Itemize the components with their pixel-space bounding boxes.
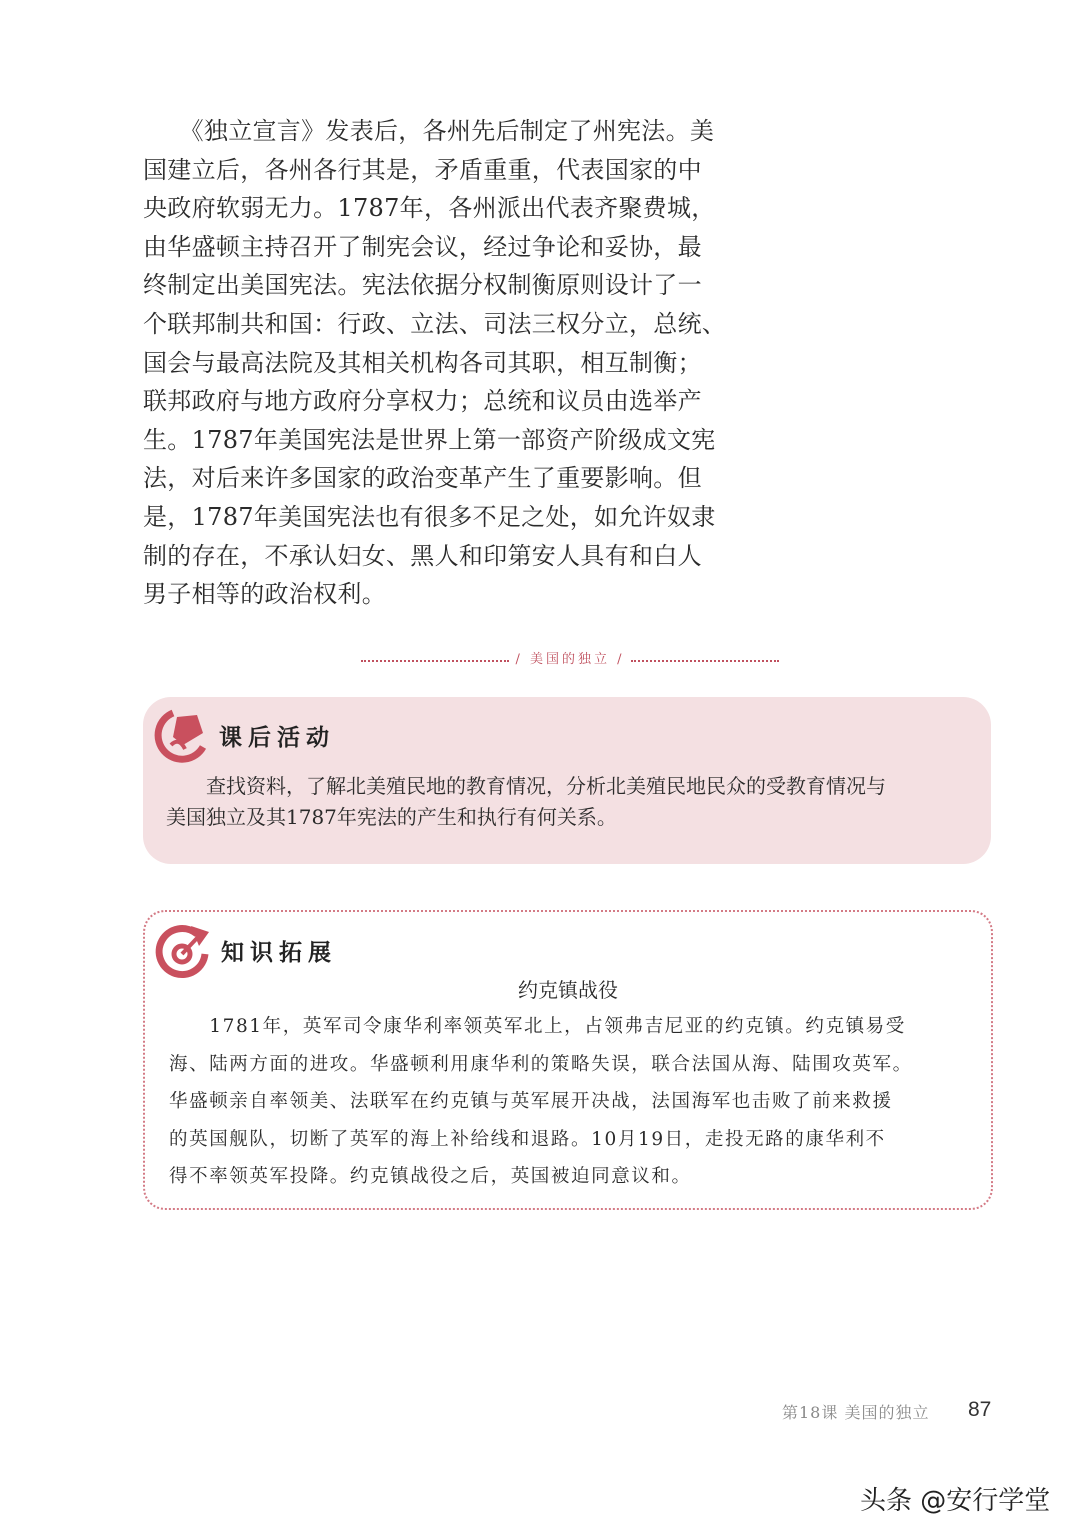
text-line: 的英国舰队，切断了英军的海上补给线和退路。10月19日，走投无路的康华利不 <box>169 1128 886 1150</box>
divider-dots <box>361 654 509 662</box>
text-line: 央政府软弱无力。1787年，各州派出代表齐聚费城， <box>143 194 716 223</box>
text-line: 是，1787年美国宪法也有很多不足之处，如允许奴隶 <box>143 502 716 531</box>
text-line: 国建立后，各州各行其是，矛盾重重，代表国家的中 <box>143 155 702 184</box>
text-line: 制的存在，不承认妇女、黑人和印第安人具有和白人 <box>143 541 702 570</box>
pencil-circle-icon <box>153 707 209 763</box>
text-line: 得不率领英军投降。约克镇战役之后，英国被迫同意议和。 <box>169 1166 692 1187</box>
footer-lesson-title: 第18课 美国的独立 <box>782 1403 930 1422</box>
main-paragraph <box>143 112 743 614</box>
divider-dots <box>631 654 779 662</box>
watermark: 头条 @安行学堂 <box>860 1486 1051 1516</box>
activity-title: 课后活动 <box>219 725 335 751</box>
text-line: 由华盛顿主持召开了制宪会议，经过争论和妥协，最 <box>143 232 702 261</box>
text-line: 《独立宣言》发表后，各州先后制定了州宪法。美 <box>143 117 715 145</box>
knowledge-title: 知识拓展 <box>221 940 337 966</box>
text-line: 美国独立及其1787年宪法的产生和执行有何关系。 <box>166 805 617 829</box>
knowledge-extension-box <box>143 910 993 1210</box>
text-line: 终制定出美国宪法。宪法依据分权制衡原则设计了一 <box>143 271 702 300</box>
activity-text <box>166 771 976 833</box>
text-line: 法，对后来许多国家的政治变革产生了重要影响。但 <box>143 464 702 493</box>
section-divider <box>355 648 785 667</box>
text-line: 生。1787年美国宪法是世界上第一部资产阶级成文宪 <box>143 425 716 454</box>
text-line: 男子相等的政治权利。 <box>143 580 386 609</box>
text-line: 海、陆两方面的进攻。华盛顿利用康华利的策略失误，联合法国从海、陆围攻英军。 <box>169 1053 913 1075</box>
text-line: 华盛顿亲自率领美、法联军在约克镇与英军展开决战，法国海军也击败了前来救援 <box>169 1091 893 1112</box>
after-class-activity-box <box>143 697 991 864</box>
text-line: 1781年，英军司令康华利率领英军北上，占领弗吉尼亚的约克镇。约克镇易受 <box>169 1016 906 1037</box>
knowledge-subtitle: 约克镇战役 <box>518 978 618 1002</box>
text-line: 个联邦制共和国：行政、立法、司法三权分立，总统、 <box>143 309 727 338</box>
knowledge-text <box>169 1008 969 1196</box>
text-line: 国会与最高法院及其相关机构各司其职，相互制衡； <box>143 348 702 377</box>
page-number: 87 <box>968 1398 992 1421</box>
text-line: 查找资料，了解北美殖民地的教育情况，分析北美殖民地民众的受教育情况与 <box>166 774 886 798</box>
text-line: 联邦政府与地方政府分享权力；总统和议员由选举产 <box>143 387 702 416</box>
target-arrow-icon <box>153 922 211 980</box>
divider-label: / 美国的独立 / <box>515 652 625 667</box>
